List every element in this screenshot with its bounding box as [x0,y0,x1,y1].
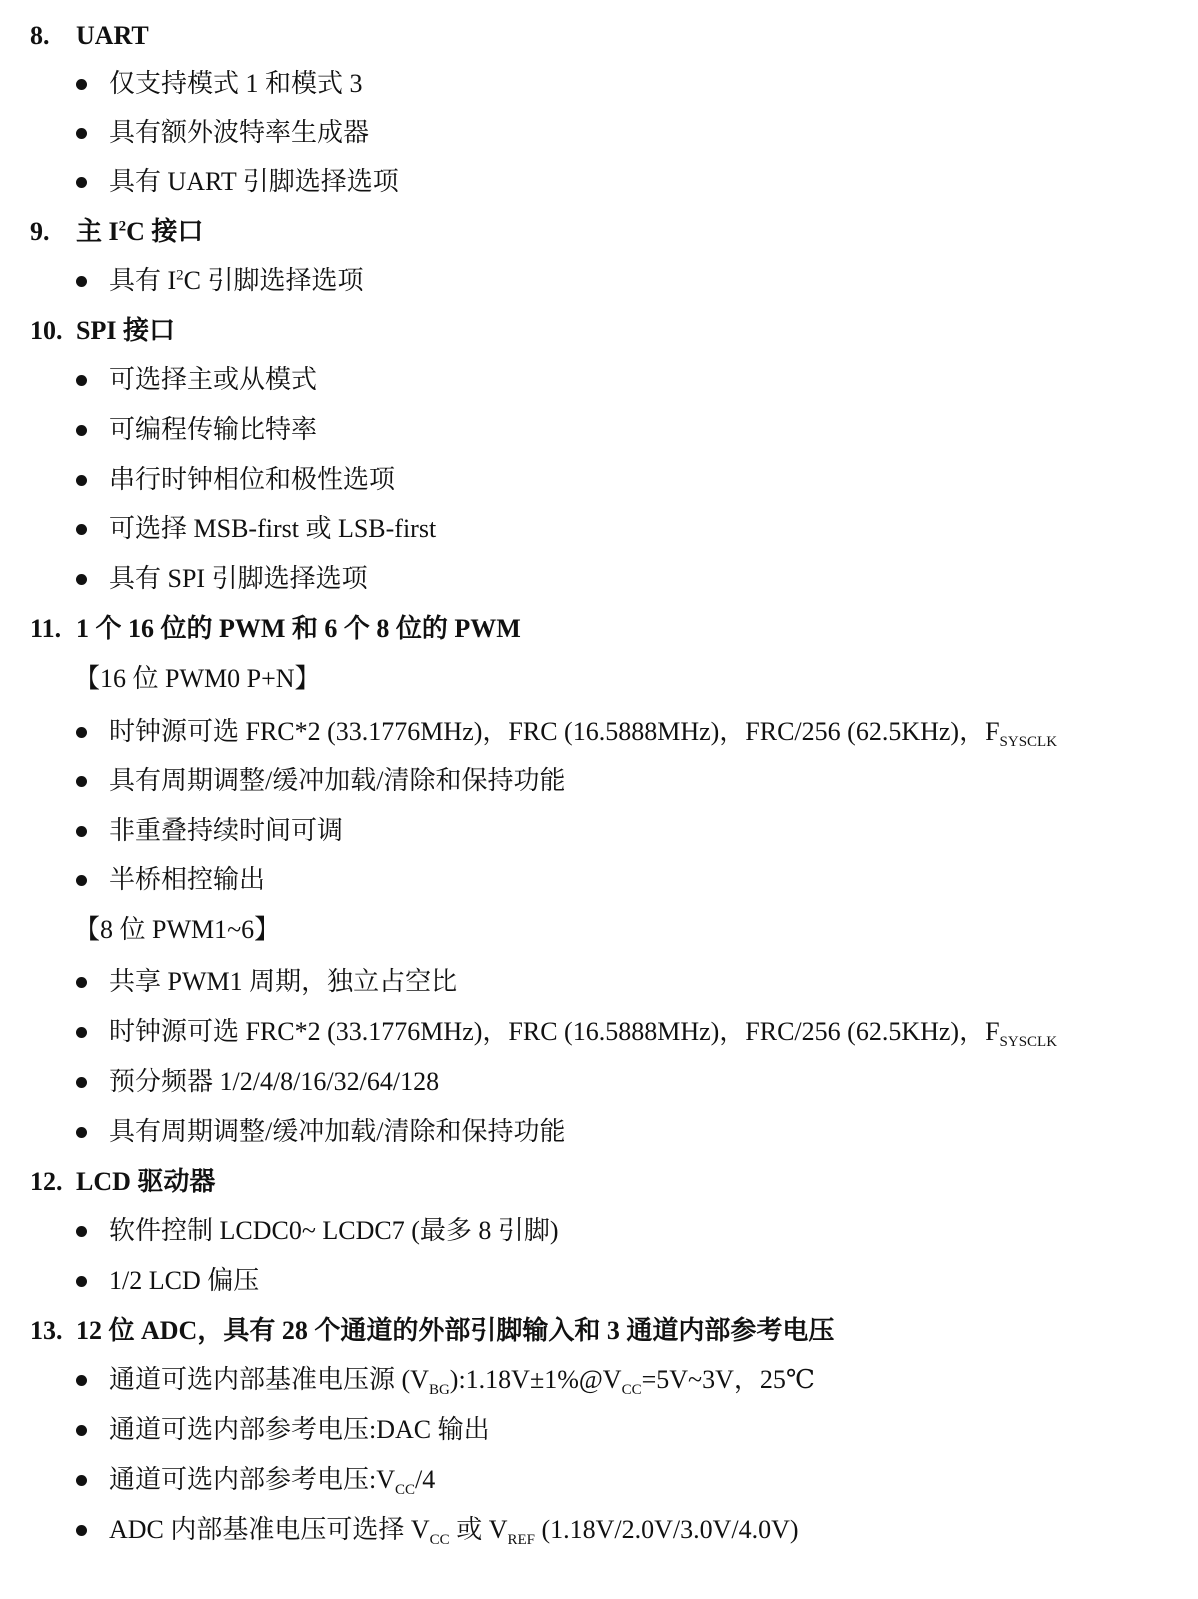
bullet-icon [76,826,87,837]
list-item-text: 可选择主或从模式 [109,365,318,394]
section-title: 12 位 ADC，具有 28 个通道的外部引脚输入和 3 通道内部参考电压 [76,1316,835,1345]
subgroup-label: 【16 位 PWM0 P+N】 [74,664,321,693]
list-item [76,1462,435,1498]
subscript: REF [507,1532,535,1549]
list-item [76,1213,559,1249]
list-item [76,1412,490,1448]
superscript: 2 [176,267,184,284]
list-item [76,66,363,102]
list-item [76,763,565,799]
list-item-text: ):1.18V±1%@V [449,1365,622,1394]
section-number: 8. [30,21,50,50]
list-item-text: (1.18V/2.0V/3.0V/4.0V) [534,1515,799,1544]
subscript: BG [428,1382,450,1399]
subscript: CC [395,1482,416,1499]
list-item-text: 可选择 MSB-first 或 LSB-first [109,514,437,543]
list-item [76,1064,439,1100]
section-title: SPI 接口 [76,316,175,345]
bullet-icon [76,128,87,139]
list-item [76,1512,799,1548]
list-item-text: /4 [415,1465,436,1494]
list-item [76,1362,815,1398]
list-item-text: 时钟源可选 FRC*2 (33.1776MHz)，FRC (16.5888MHz)，FRC/256 (62.5KHz)，F [109,1017,1000,1046]
section-number: 11. [30,614,62,643]
list-item-text: 软件控制 LCDC0~ LCDC7 (最多 8 引脚) [109,1216,559,1245]
list-item [76,511,436,547]
list-item-text: =5V~3V，25℃ [641,1365,815,1394]
bullet-icon [76,875,87,886]
list-item-text: 具有 I [109,266,177,295]
bullet-icon [76,1226,87,1237]
list-item-text: 具有 SPI 引脚选择选项 [109,564,368,593]
bullet-icon [76,276,87,287]
bullet-icon [76,475,87,486]
list-item-text: 通道可选内部参考电压:DAC 输出 [109,1415,490,1444]
list-item [76,263,364,299]
list-item [76,412,317,448]
bullet-icon [76,1475,87,1486]
section-title: LCD 驱动器 [76,1167,216,1196]
list-item-text: 仅支持模式 1 和模式 3 [109,69,363,98]
section-title-pre: 主 I [76,217,119,246]
list-item [76,862,265,898]
list-item-text: 具有 UART 引脚选择选项 [109,167,399,196]
section-number: 9. [30,217,50,246]
list-item [76,115,369,151]
section-heading-uart [30,18,149,54]
section-number: 10. [30,316,63,345]
section-number: 13. [30,1316,63,1345]
list-item [76,1114,565,1150]
bullet-icon [76,1525,87,1536]
subscript: SYSCLK [999,734,1058,751]
bullet-icon [76,776,87,787]
bullet-icon [76,1077,87,1088]
bullet-icon [76,177,87,188]
section-number: 12. [30,1167,63,1196]
list-item [76,714,1057,750]
list-item [76,164,399,200]
bullet-icon [76,1276,87,1287]
section-heading-lcd [30,1164,215,1200]
list-item-text: C 引脚选择选项 [183,266,364,295]
list-item-text: 非重叠持续时间可调 [109,816,344,845]
bullet-icon [76,727,87,738]
bullet-icon [76,425,87,436]
list-item [76,462,395,498]
bullet-icon [76,375,87,386]
list-item-text: 可编程传输比特率 [109,415,318,444]
list-item-text: 半桥相控输出 [109,865,266,894]
list-item-text: 1/2 LCD 偏压 [109,1266,260,1295]
list-item-text: 共享 PWM1 周期，独立占空比 [109,967,458,996]
list-item-text: 通道可选内部基准电压源 (V [109,1365,429,1394]
bullet-icon [76,1127,87,1138]
list-item-text: 具有额外波特率生成器 [109,118,370,147]
list-item [76,362,317,398]
subgroup-label: 【8 位 PWM1~6】 [74,915,281,944]
list-item-text: 串行时钟相位和极性选项 [109,465,396,494]
section-title-post: C 接口 [126,217,204,246]
superscript: 2 [118,218,127,235]
list-item [76,964,457,1000]
list-item-text: ADC 内部基准电压可选择 V [109,1515,430,1544]
list-item [76,1014,1057,1050]
section-heading-spi [30,313,175,349]
list-item-text: 通道可选内部参考电压:V [109,1465,396,1494]
bullet-icon [76,1027,87,1038]
section-title: 1 个 16 位的 PWM 和 6 个 8 位的 PWM [76,614,521,643]
list-item-text: 具有周期调整/缓冲加载/清除和保持功能 [109,766,566,795]
subscript: CC [429,1532,450,1549]
subscript: SYSCLK [999,1034,1058,1051]
list-item [76,561,368,597]
bullet-icon [76,574,87,585]
section-heading-adc [30,1313,834,1349]
section-heading-pwm [30,611,521,647]
bullet-icon [76,1425,87,1436]
section-heading-i2c [30,214,203,250]
section-title: UART [76,21,149,50]
bullet-icon [76,1375,87,1386]
bullet-icon [76,524,87,535]
list-item-text: 或 V [449,1515,508,1544]
subscript: CC [621,1382,642,1399]
list-item [76,1263,259,1299]
list-item-text: 具有周期调整/缓冲加载/清除和保持功能 [109,1117,566,1146]
list-item [76,813,343,849]
bullet-icon [76,79,87,90]
list-item-text: 预分频器 1/2/4/8/16/32/64/128 [109,1067,440,1096]
bullet-icon [76,977,87,988]
list-item-text: 时钟源可选 FRC*2 (33.1776MHz)，FRC (16.5888MHz)，FRC/256 (62.5KHz)，F [109,717,1000,746]
